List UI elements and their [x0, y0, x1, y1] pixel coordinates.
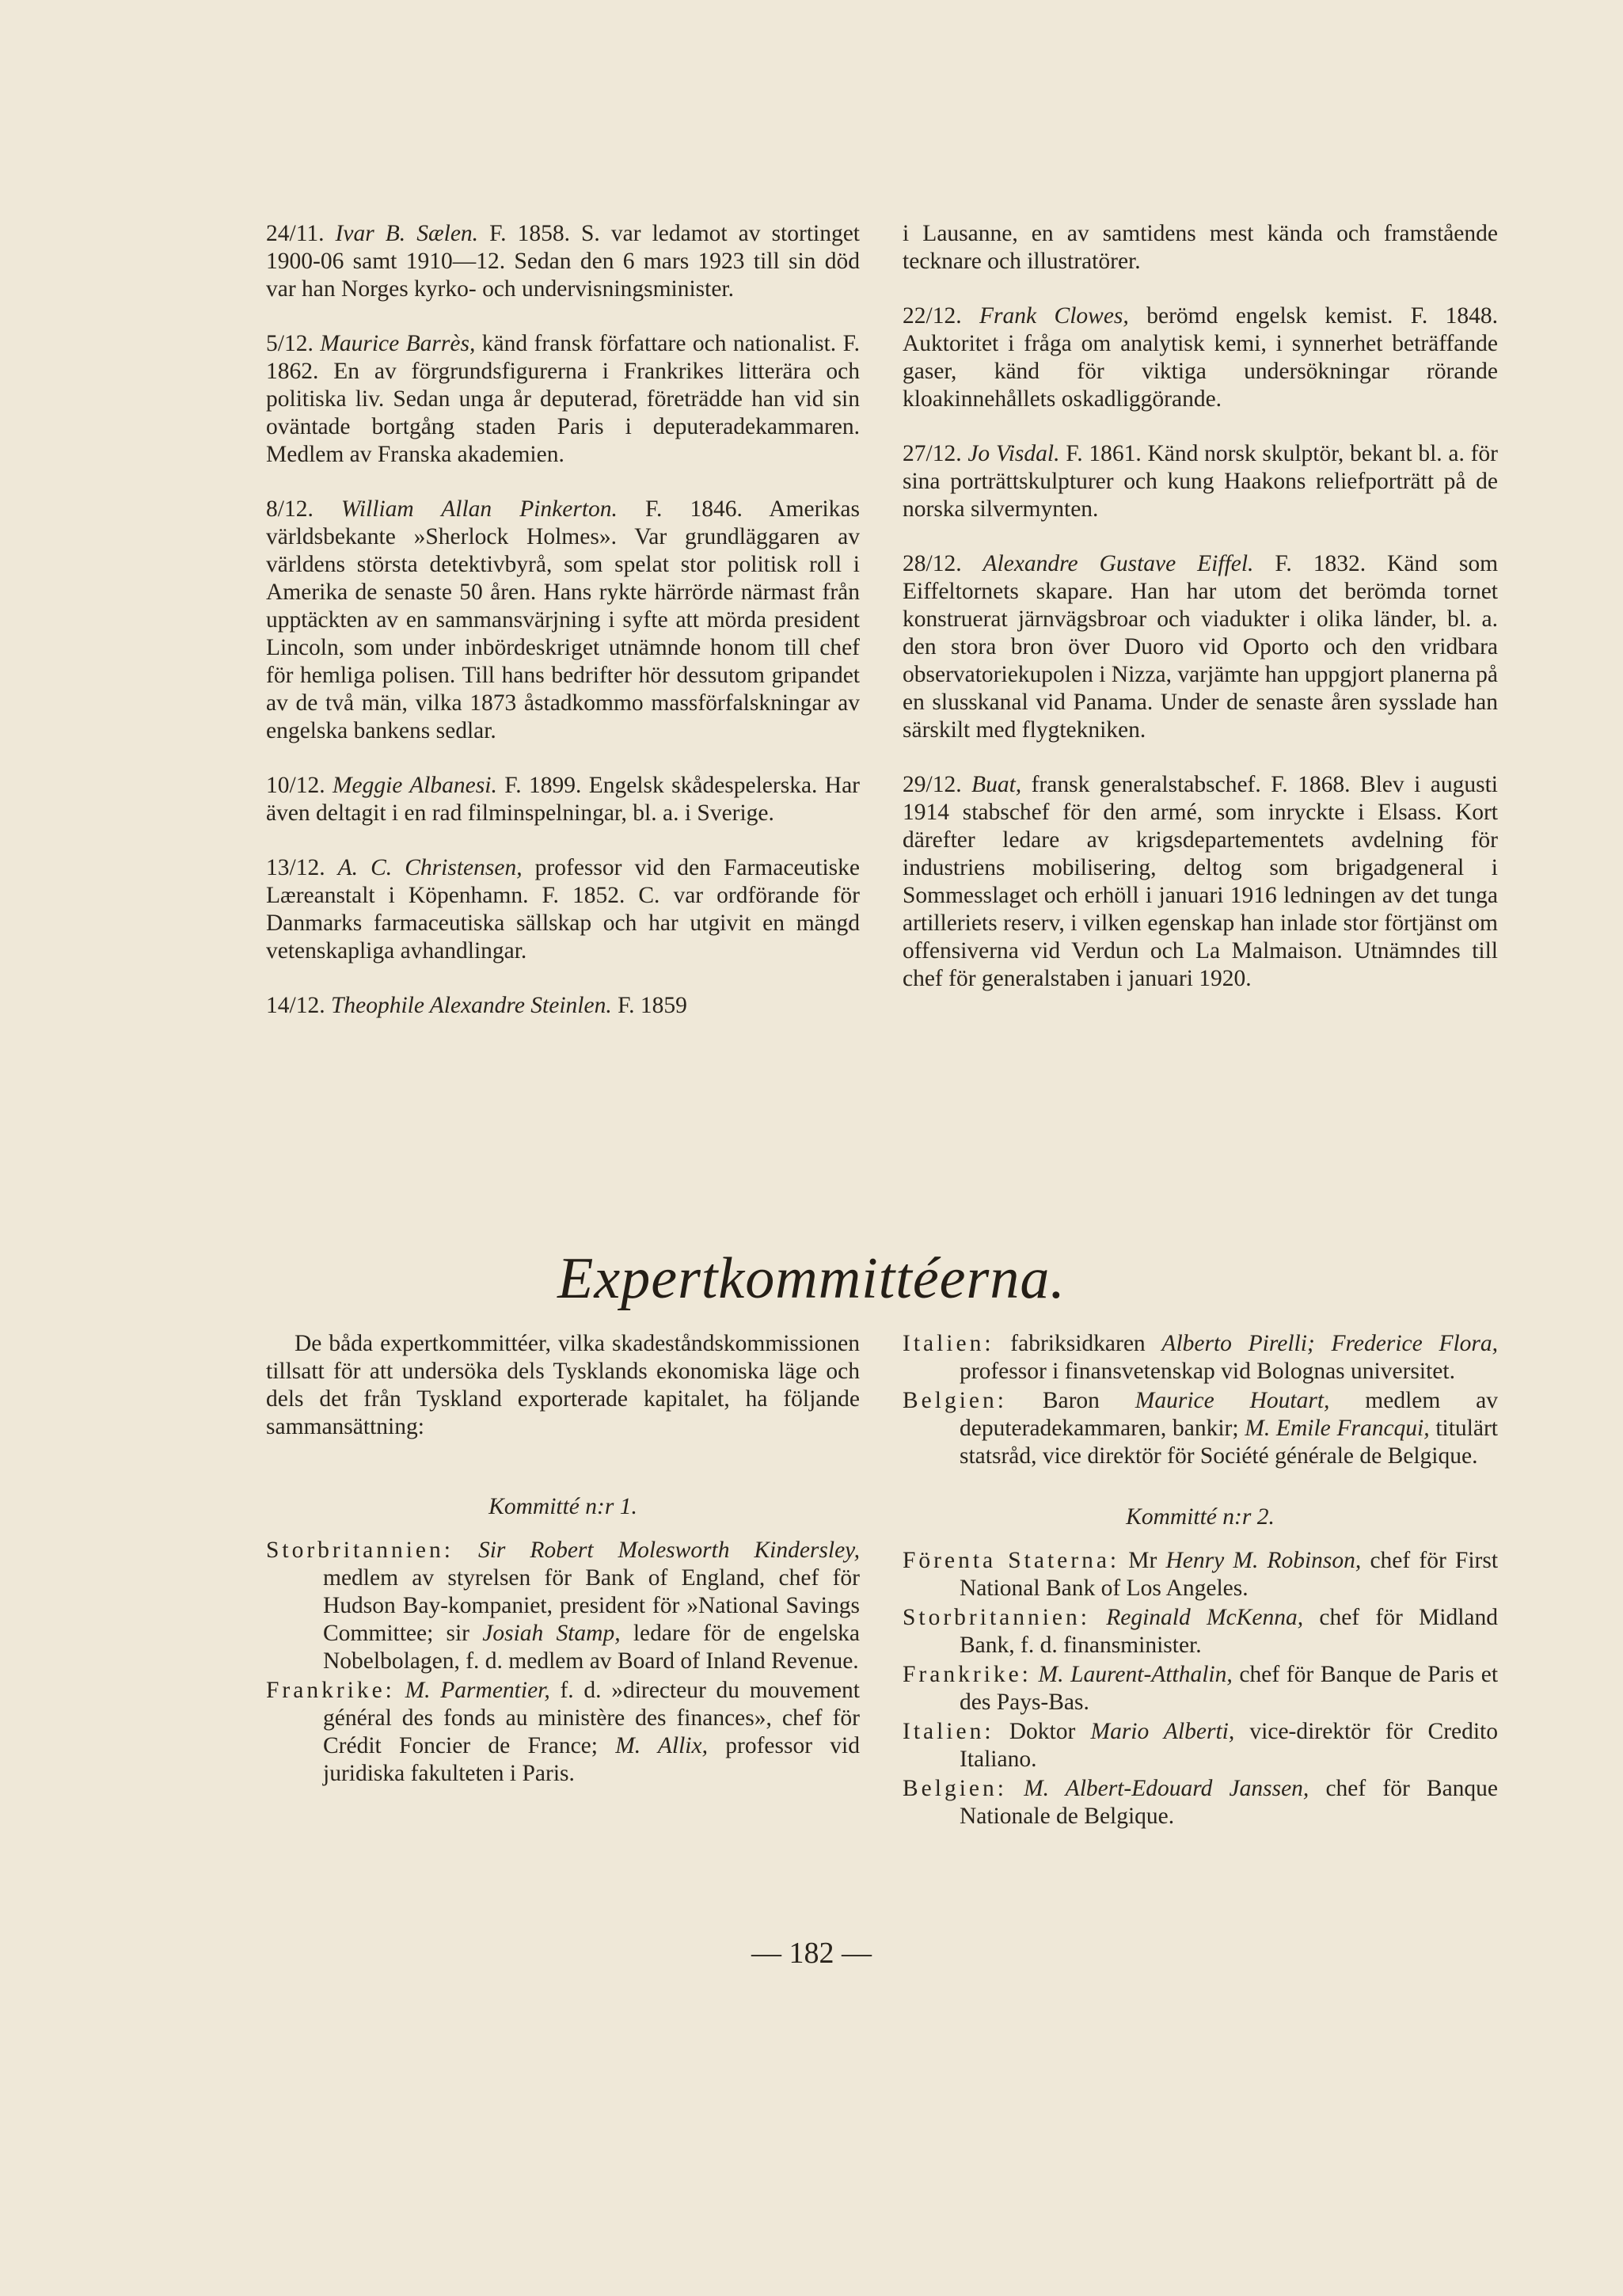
- entry-text: F. 1899. Engelsk skådespelerska. Har även deltagit i en rad filminspelningar, bl. a. i Sverige.: [266, 773, 860, 826]
- obituary-entry: [903, 550, 1498, 744]
- member-text: chef för Midland Bank, f. d. finansminister.: [960, 1605, 1499, 1658]
- member-country: Belgien:: [903, 1776, 1007, 1801]
- member-text: medlem av styrelsen för Bank of England, chef för Hudson Bay-kompaniet, president för »National Savings Committee; sir: [323, 1565, 860, 1646]
- member-name: M. Parmentier,: [405, 1678, 550, 1703]
- committee-member: [266, 1537, 860, 1675]
- entry-date: 14/12.: [266, 993, 325, 1018]
- entry-date: 13/12.: [266, 855, 325, 880]
- entry-name: Meggie Albanesi.: [332, 773, 497, 798]
- member-name: Mario Alberti,: [1090, 1719, 1235, 1744]
- member-country: Storbritannien:: [266, 1538, 454, 1563]
- entry-text: F. 1861. Känd norsk skulptör, bekant bl. a. för sina porträttskulpturer och kung Haakons reliefporträtt på de norska silvermynten.: [903, 441, 1498, 522]
- member-text: vice-direktör för Credito Italiano.: [960, 1719, 1498, 1772]
- entry-name: Theophile Alexandre Steinlen.: [330, 993, 612, 1018]
- obituary-entry: [903, 440, 1498, 523]
- page-number: — 182 —: [751, 1937, 872, 1970]
- member-text: ledare för de engelska Nobelbolagen, f. d. medlem av Board of Inland Revenue.: [323, 1621, 861, 1674]
- obituary-entry: [266, 330, 860, 469]
- member-name: Josiah Stamp,: [482, 1621, 621, 1646]
- member-name: M. Emile Francqui,: [1245, 1416, 1430, 1441]
- obituary-continuation: i Lausanne, en av samtidens mest kända och framstående tecknare och illustratörer.: [903, 221, 1498, 274]
- obituary-entry: [266, 772, 860, 827]
- entry-text: F. 1858. S. var ledamot av stortinget 1900-06 samt 1910—12. Sedan den 6 mars 1923 till sin död var han Norges kyrko- och undervisningsminister.: [266, 221, 860, 302]
- member-country: Storbritannien:: [903, 1605, 1090, 1630]
- section-heading: Expertkommittéerna.: [557, 1246, 1066, 1311]
- member-text: professor i finansvetenskap vid Bolognas universitet.: [960, 1359, 1455, 1384]
- entry-name: Alexandre Gustave Eiffel.: [983, 551, 1254, 576]
- member-text: titulärt statsråd, vice direktör för Société générale de Belgique.: [960, 1416, 1498, 1469]
- member-text: chef för Banque Nationale de Belgique.: [960, 1776, 1499, 1829]
- member-country: Italien:: [903, 1331, 994, 1356]
- member-text: chef för First National Bank of Los Angeles.: [960, 1548, 1499, 1601]
- entry-name: Frank Clowes,: [979, 303, 1129, 329]
- member-name: M. Allix,: [615, 1733, 708, 1758]
- entry-name: Ivar B. Sælen.: [335, 221, 479, 246]
- entry-date: 10/12.: [266, 773, 325, 798]
- member-text: Mr: [1128, 1548, 1157, 1573]
- obituary-entry: [266, 496, 860, 745]
- member-text: Doktor: [1009, 1719, 1076, 1744]
- obituary-column-left: [266, 220, 860, 1047]
- committee-member: [266, 1677, 860, 1788]
- entry-text: känd fransk författare och nationalist. F. 1862. En av förgrundsfigurerna i Frankrikes litterära och politiska liv. Sedan unga år deputerad, företrädde han vid sin oväntade bortgång staden Paris i deputeradekammaren. Medlem av Franska akademien.: [266, 331, 861, 467]
- entry-text: F. 1832. Känd som Eiffeltornets skapare. Han har utom det berömda tornet konstruerat järnvägsbroar och viadukter i olika länder, bl. a. den stora bron över Duoro vid Oporto och den vridbara observatoriekupolen i Nizza, varjämte han uppgjort planerna på en slusskanal vid Panama. Under de senaste åren sysslade han särskilt med flygtekniken.: [903, 551, 1499, 743]
- entry-date: 27/12.: [903, 441, 962, 466]
- entry-date: 8/12.: [266, 496, 314, 522]
- obituary-entry: [903, 302, 1498, 413]
- entry-date: 22/12.: [903, 303, 962, 329]
- obituary-entry: [266, 854, 860, 965]
- entry-date: 24/11.: [266, 221, 325, 246]
- member-name: Sir Robert Molesworth Kindersley,: [477, 1538, 861, 1563]
- obituary-entry: [266, 220, 860, 303]
- entry-name: Maurice Barrès,: [320, 331, 476, 356]
- entry-name: Jo Visdal.: [967, 441, 1060, 466]
- member-name: M. Albert-Edouard Janssen,: [1024, 1776, 1309, 1801]
- committee-member: [903, 1718, 1498, 1773]
- member-name: Maurice Houtart,: [1135, 1388, 1330, 1413]
- obituary-column-right: [903, 220, 1498, 1020]
- member-country: Frankrike:: [266, 1678, 395, 1703]
- committee-member: [903, 1604, 1498, 1659]
- member-country: Förenta Staterna:: [903, 1548, 1120, 1573]
- entry-text: berömd engelsk kemist. F. 1848. Auktoritet i fråga om analytisk kemi, i synnerhet beträffande gaser, känd för viktiga undersökningar rörande kloakinnehållets oskadliggörande.: [903, 303, 1499, 412]
- obituary-entry: [903, 771, 1498, 993]
- committee-column-left: [266, 1330, 860, 1789]
- entry-date: 28/12.: [903, 551, 962, 576]
- entry-name: William Allan Pinkerton.: [340, 496, 618, 522]
- member-text: f. d. »directeur du mouvement général des fonds au ministère des finances», chef för Crédit Foncier de France;: [323, 1678, 861, 1758]
- entry-text: F. 1859: [618, 993, 687, 1018]
- entry-date: 29/12.: [903, 772, 962, 797]
- committee2-title: Kommitté n:r 2.: [1126, 1504, 1275, 1530]
- entry-text: professor vid den Farmaceutiske Læreanstalt i Köpenhamn. F. 1852. C. var ordförande för Danmarks farmaceutiska sällskap och har utgivit en mängd vetenskapliga avhandlingar.: [266, 855, 860, 964]
- entry-name: A. C. Christensen,: [337, 855, 523, 880]
- member-name: Alberto Pirelli; Frederice Flora,: [1161, 1331, 1499, 1356]
- committee-member: [903, 1330, 1498, 1386]
- entry-text: fransk generalstabschef. F. 1868. Blev i augusti 1914 stabschef för den armé, som inryckte i Elsass. Kort därefter ledare av krigsdepartementets avdelning för industriens mobilisering, deltog som brigadgeneral i Sommesslaget och erhöll i januari 1916 ledningen av det tunga artilleriets reserv, i vilken egenskap han inlade stor förtjänst om offensiverna vid Verdun och La Malmaison. Utnämndes till chef för generalstaben i januari 1920.: [903, 772, 1498, 991]
- committee-member: [903, 1387, 1498, 1470]
- member-text: Baron: [1042, 1388, 1100, 1413]
- member-country: Italien:: [903, 1719, 994, 1744]
- entry-date: 5/12.: [266, 331, 314, 356]
- member-text: chef för Banque de Paris et des Pays-Bas.: [960, 1662, 1499, 1715]
- committee-intro: De båda expertkommittéer, vilka skadeståndskommissionen tillsatt för att undersöka dels Tysklands ekonomiska läge och dels det från Tyskland exporterade kapitalet, ha följande sammansättning:: [266, 1331, 860, 1439]
- obituary-entry: [266, 992, 860, 1020]
- member-text: fabriksidkaren: [1010, 1331, 1146, 1356]
- committee-member: [903, 1661, 1498, 1716]
- committee-column-right: [903, 1330, 1498, 1832]
- member-name: Henry M. Robinson,: [1165, 1548, 1362, 1573]
- entry-name: Buat,: [971, 772, 1022, 797]
- member-text: professor vid juridiska fakulteten i Paris.: [323, 1733, 860, 1786]
- committee-member: [903, 1547, 1498, 1602]
- member-country: Belgien:: [903, 1388, 1007, 1413]
- committee1-title: Kommitté n:r 1.: [488, 1494, 637, 1519]
- member-country: Frankrike:: [903, 1662, 1032, 1687]
- member-name: M. Laurent-Atthalin,: [1038, 1662, 1233, 1687]
- entry-text: F. 1846. Amerikas världsbekante »Sherlock Holmes». Var grundläggaren av världens största detektivbyrå, som spelat stor politisk roll i Amerika de senaste 50 åren. Hans rykte härrörde närmast från upptäckten av en sammansvärjning i syfte att mörda president Lincoln, som under inbördeskriget utnämnde honom till chef för hemliga polisen. Till hans bedrifter hör dessutom gripandet av de två män, vilka 1873 åstadkommo massförfalskningar av engelska bankens sedlar.: [266, 496, 860, 743]
- member-text: medlem av deputeradekammaren, bankir;: [960, 1388, 1499, 1441]
- member-name: Reginald McKenna,: [1106, 1605, 1304, 1630]
- committee-member: [903, 1775, 1498, 1830]
